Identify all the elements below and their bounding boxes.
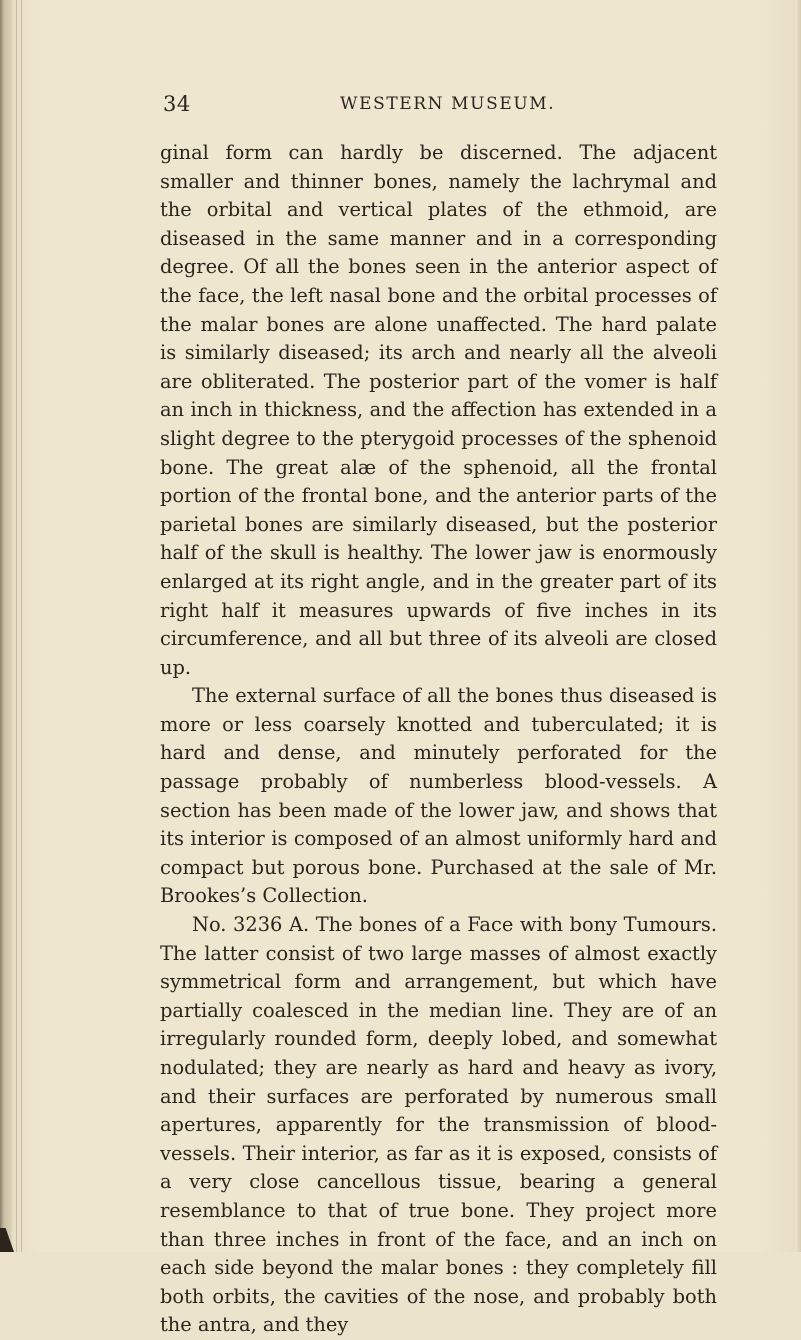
running-title: WESTERN MUSEUM.	[340, 94, 556, 114]
body-text	[160, 139, 717, 1340]
page-edge-line	[16, 0, 17, 1252]
paragraph: The external surface of all the bones thus diseased is more or less coarsely knotted and tuberculated; it is hard and dense, and minutely perforated for the passage probably of numberless blood-vessels. A section has been made of the lower jaw, and shows that its interior is composed of an almost uniformly hard and compact but porous bone. Purchased at the sale of Mr. Brookes’s Collection.	[160, 684, 717, 908]
page-header	[0, 92, 801, 122]
paragraph: ginal form can hardly be discerned. The adjacent smaller and thinner bones, namely the lachrymal and the orbital and vertical plates of the ethmoid, are diseased in the same manner and in a corresponding degree. Of all the bones seen in the anterior aspect of the face, the left nasal bone and the orbital processes of the malar bones are alone unaffected. The hard palate is similarly diseased; its arch and nearly all the alveoli are obliterated. The posterior part of the vomer is half an inch in thickness, and the affection has extended in a slight degree to the pterygoid processes of the sphenoid bone. The great alæ of the sphenoid, all the frontal portion of the frontal bone, and the anterior parts of the parietal bones are similarly diseased, but the posterior half of the skull is healthy. The lower jaw is enormously enlarged at its right angle, and in the greater part of its right half it measures upwards of five inches in its circumference, and all but three of its alveoli are closed up.	[160, 141, 717, 679]
page-number: 34	[163, 92, 191, 116]
page-edge-line	[21, 0, 22, 1252]
page-binding-edge	[0, 0, 12, 1252]
page-right-shadow	[795, 0, 801, 1252]
paragraph: No. 3236 A. The bones of a Face with bony Tumours. The latter consist of two large masses of almost exactly symmetrical form and arrangement, but which have partially coalesced in the median line. They are of an irregularly rounded form, deeply lobed, and somewhat nodulated; they are nearly as hard and heavy as ivory, and their surfaces are perforated by numerous small apertures, apparently for the transmission of blood-vessels. Their interior, as far as it is exposed, consists of a very close cancellous tissue, bearing a general resemblance to that of true bone. They project more than three inches in front of the face, and an inch on each side beyond the malar bones : they completely fill both orbits, the cavities of the nose, and probably both the antra, and they	[160, 913, 717, 1337]
